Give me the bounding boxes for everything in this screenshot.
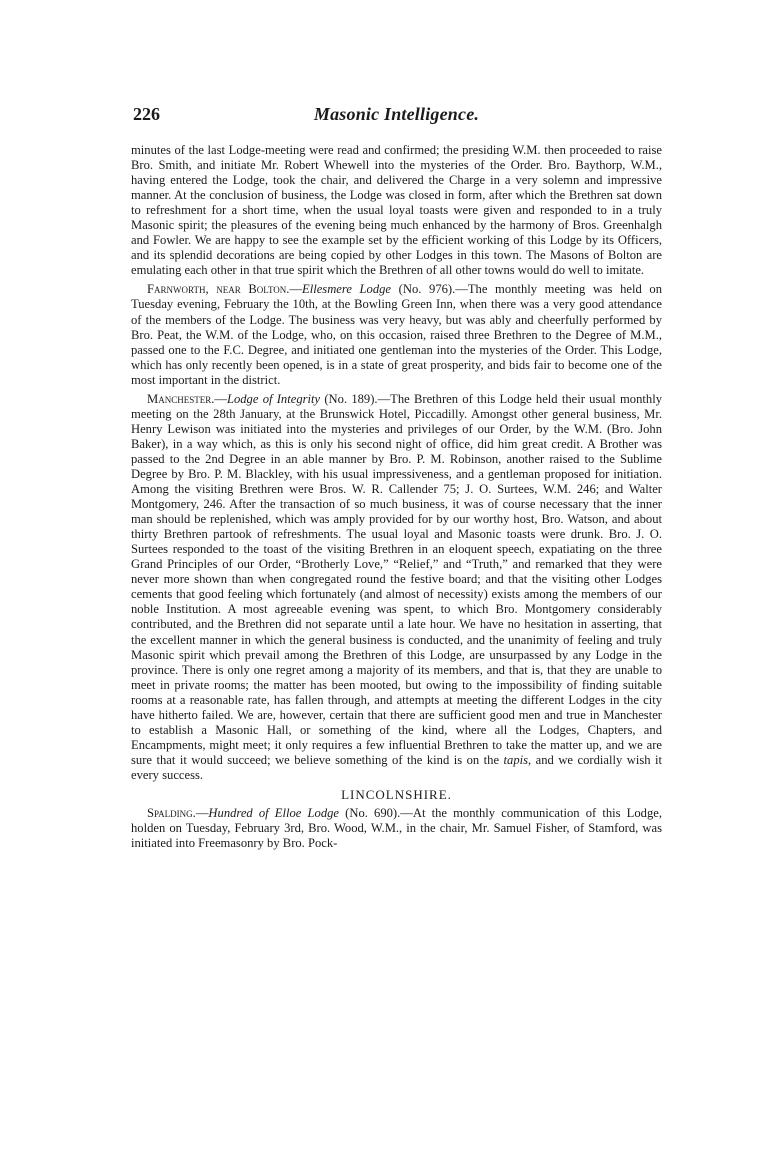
lodge-name: Lodge of Integrity <box>226 391 321 406</box>
paragraph-farnworth <box>131 282 662 387</box>
paragraph-bolton: minutes of the last Lodge-meeting were read and confirmed; the presiding W.M. then proceeded to raise Bro. Smith, and initiate Mr. Robert Whewell into the mysteries of the Order. Bro. Baythorp, W.M., having entered the Lodge, took the chair, and delivered the Charge in a very solemn and impressive manner. At the conclusion of business, the Lodge was closed in form, after which the Brethren sat down to refreshment for a short time, when the usual loyal toasts were given and responded to in a truly Masonic spirit; the pleasures of the evening being much enhanced by the harmony of Bros. Greenhalgh and Fowler. We are happy to see the example set by the efficient working of this Lodge by its Officers, and its splendid decorations are being copied by other Lodges in this town. The Masons of Bolton are emulating each other in that true spirit which the Brethren of all other towns would do well to imitate. <box>131 143 662 278</box>
paragraph-text-end: , and we cordially wish it every success. <box>131 752 662 782</box>
page <box>131 104 662 855</box>
lodge-name: Ellesmere Lodge <box>302 282 392 297</box>
paragraph-text: (No. 976).—The monthly meeting was held on Tuesday evening, February the 10th, at the Bowling Green Inn, when there was a very good attendance of the members of the Lodge. The business was very heavy, but was ably and cheerfully performed by Bro. Peat, the W.M. of the Lodge, who, on this occasion, raised three Brethren to the Degree of M.M., passed one to the F.C. Degree, and initiated one gentleman into the mysteries of the Order. This Lodge, which has only recently been opened, is in a state of great prosperity, and bids fair to become one of the most important in the district. <box>131 282 662 387</box>
italic-word: tapis <box>503 752 529 767</box>
place-name: Spalding. <box>147 806 196 821</box>
lodge-name: Hundred of Elloe Lodge <box>208 806 340 821</box>
page-number: 226 <box>133 104 160 124</box>
section-heading: LINCOLNSHIRE. <box>341 786 452 802</box>
paragraph-manchester <box>131 392 662 783</box>
page-header <box>131 104 662 134</box>
paragraph-text: (No. 189).—The Brethren of this Lodge held their usual monthly meeting on the 28th January, at the Brunswick Hotel, Piccadilly. Amongst other general business, Mr. Henry Lewison was initiated into the mysteries and privileges of our Order, by the W.M. (Bro. John Baker), in a way which, as this is only his second night of office, did him great credit. A Brother was passed to the 2nd Degree in an able manner by Bro. P. M. Robinson, another raised to the Sublime Degree by Bro. P. M. Blackley, with his usual impressiveness, and a gentleman proposed for initiation. Among the visiting Brethren were Bros. W. R. Callender 75; J. O. Surtees, W.M. 246; and Walter Montgomery, 246. After the transaction of so much business, it was of course necessary that the inner man should be replenished, which was amply provided for by our worthy host, Bro. Watson, and about thirty Brethren partook of refreshments. The usual loyal and Masonic toasts were drunk. Bro. J. O. Surtees responded to the toast of the visiting Brethren in an eloquent speech, expatiating on the three Grand Principles of our Order, “Brotherly Love,” “Relief,” and “Truth,” and remarked that they were never more shown than when congregated round the festive board; and that the visiting other Lodges cements that good feeling which fortunately (and almost of necessity) exists among the members of our noble Institution. A most agreeable evening was spent, to which Bro. Montgomery considerably contributed, and the Brethren did not separate until a late hour. We have no hesitation in asserting, that the excellent manner in which the general business is conducted, and the unanimity of feeling and truly Masonic spirit which prevail among the Brethren of this Lodge, are unsurpassed by any Lodge in the province. There is only one regret among a majority of its members, and that is, that they are unable to meet in private rooms; the matter has been mooted, but owing to the impossibility of finding suitable rooms at a reasonable rate, has fallen through, and attempts at meeting the different Lodges in the city have hitherto failed. We are, however, certain that there are sufficient good men and true in Manchester to establish a Masonic Hall, or something of the kind, where all the Lodges, Chapters, and Encampments, might meet; it only requires a few influential Brethren to take the matter up, and we are sure that it would succeed; we believe something of the kind is on the <box>131 391 662 767</box>
dash: — <box>289 282 303 297</box>
paragraph-spalding <box>131 806 662 851</box>
running-title: Masonic Intelligence. <box>313 104 480 124</box>
dash: — <box>214 391 227 406</box>
place-name: Manchester. <box>147 391 215 406</box>
body-text <box>131 143 662 851</box>
dash: — <box>195 806 209 821</box>
paragraph-text: (No. 690).—At the monthly communication of this Lodge, holden on Tuesday, February 3rd, Bro. Wood, W.M., in the chair, Mr. Samuel Fisher, of Stamford, was initiated into Freemasonry by Bro. Pock- <box>131 806 663 851</box>
place-name: Farnworth, near Bolton. <box>147 282 290 297</box>
